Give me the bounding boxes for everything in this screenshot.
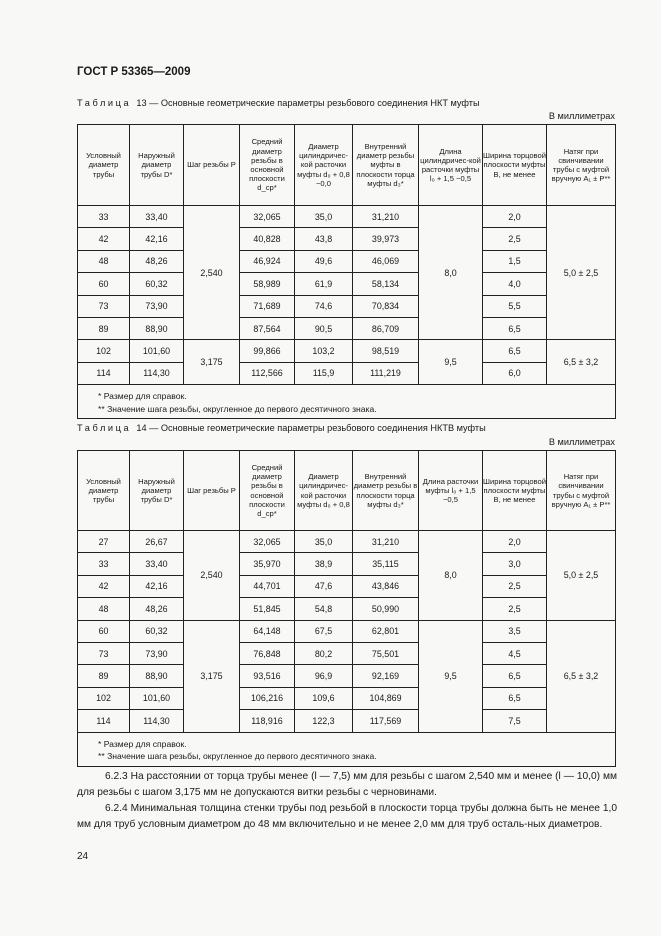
cell-outer-diameter: 42,16 bbox=[130, 575, 184, 597]
cell-inner-diameter: 46,069 bbox=[353, 250, 419, 272]
table14 bbox=[77, 450, 616, 767]
table-notes bbox=[78, 385, 616, 419]
table-row bbox=[78, 362, 616, 384]
table-note: * Размер для справок. bbox=[98, 738, 187, 749]
cell-nominal-diameter: 114 bbox=[78, 362, 130, 384]
table-row bbox=[78, 620, 616, 642]
cell-nominal-diameter: 89 bbox=[78, 665, 130, 687]
cell-bore-diameter: 80,2 bbox=[295, 642, 353, 664]
table13-caption-text: 13 — Основные геометрические параметры резьбового соединения НКТ муфты bbox=[136, 98, 480, 108]
table-row bbox=[78, 598, 616, 620]
cell-nominal-diameter: 73 bbox=[78, 295, 130, 317]
table-row bbox=[78, 575, 616, 597]
cell-bore-length: 8,0 bbox=[419, 531, 483, 621]
table14-header-nominal: Условный диаметр трубы bbox=[78, 451, 130, 531]
cell-inner-diameter: 43,846 bbox=[353, 575, 419, 597]
table14-header-outer-diameter: Наружный диаметр трубы D* bbox=[130, 451, 184, 531]
cell-mean-diameter: 93,516 bbox=[240, 665, 295, 687]
cell-face-width: 2,5 bbox=[483, 598, 547, 620]
cell-nominal-diameter: 102 bbox=[78, 340, 130, 362]
cell-face-width: 6,5 bbox=[483, 665, 547, 687]
table-row bbox=[78, 687, 616, 709]
table-notes-row bbox=[78, 732, 616, 766]
table14-unit: В миллиметрах bbox=[548, 437, 615, 447]
table13-caption bbox=[77, 98, 480, 108]
document-header: ГОСТ Р 53365—2009 bbox=[77, 66, 191, 78]
cell-pitch: 2,540 bbox=[184, 531, 240, 621]
table14-caption-text: 14 — Основные геометрические параметры резьбового соединения НКТВ муфты bbox=[136, 423, 486, 433]
cell-mean-diameter: 40,828 bbox=[240, 228, 295, 250]
cell-bore-diameter: 74,6 bbox=[295, 295, 353, 317]
table14-header-tightness: Натяг при свинчивании трубы с муфтой вручную A₁ ± P** bbox=[547, 451, 616, 531]
table14-header-face-width: Ширина торцовой плоскости муфты B, не менее bbox=[483, 451, 547, 531]
cell-bore-diameter: 90,5 bbox=[295, 317, 353, 339]
table-notes-row bbox=[78, 385, 616, 419]
cell-mean-diameter: 118,916 bbox=[240, 710, 295, 732]
table14-header-bore-diameter: Диаметр цилиндричес-кой расточки муфты d₀ + 0,8 bbox=[295, 451, 353, 531]
cell-bore-diameter: 122,3 bbox=[295, 710, 353, 732]
cell-outer-diameter: 114,30 bbox=[130, 710, 184, 732]
table13-header-face-width: Ширина торцовой плоскости муфты B, не менее bbox=[483, 125, 547, 206]
cell-nominal-diameter: 27 bbox=[78, 531, 130, 553]
cell-bore-length: 9,5 bbox=[419, 620, 483, 732]
cell-tightness: 5,0 ± 2,5 bbox=[547, 206, 616, 340]
cell-face-width: 4,5 bbox=[483, 642, 547, 664]
paragraph-6-2-3-text: 6.2.3 На расстоянии от торца трубы менее (l — 7,5) мм для резьбы с шагом 2,540 мм и менее (l — 10,0) мм для резьбы с шагом 3,175 мм не допускаются витки резьбы с черновинами. bbox=[77, 771, 617, 798]
cell-outer-diameter: 42,16 bbox=[130, 228, 184, 250]
cell-mean-diameter: 64,148 bbox=[240, 620, 295, 642]
table13-header-pitch: Шаг резьбы P bbox=[184, 125, 240, 206]
cell-mean-diameter: 112,566 bbox=[240, 362, 295, 384]
cell-pitch: 3,175 bbox=[184, 620, 240, 732]
cell-nominal-diameter: 60 bbox=[78, 620, 130, 642]
cell-bore-diameter: 43,8 bbox=[295, 228, 353, 250]
table-row bbox=[78, 642, 616, 664]
table-note: * Размер для справок. bbox=[98, 391, 187, 402]
cell-inner-diameter: 39,973 bbox=[353, 228, 419, 250]
table14-caption bbox=[77, 423, 486, 433]
cell-mean-diameter: 44,701 bbox=[240, 575, 295, 597]
cell-outer-diameter: 73,90 bbox=[130, 295, 184, 317]
cell-face-width: 3,0 bbox=[483, 553, 547, 575]
cell-nominal-diameter: 114 bbox=[78, 710, 130, 732]
cell-inner-diameter: 50,990 bbox=[353, 598, 419, 620]
cell-inner-diameter: 75,501 bbox=[353, 642, 419, 664]
cell-pitch: 2,540 bbox=[184, 206, 240, 340]
cell-outer-diameter: 73,90 bbox=[130, 642, 184, 664]
cell-inner-diameter: 31,210 bbox=[353, 531, 419, 553]
cell-inner-diameter: 111,219 bbox=[353, 362, 419, 384]
cell-nominal-diameter: 89 bbox=[78, 317, 130, 339]
cell-bore-diameter: 35,0 bbox=[295, 206, 353, 228]
table13-header-bore-diameter: Диаметр цилиндричес-кой расточки муфты d₀ + 0,8 −0,0 bbox=[295, 125, 353, 206]
cell-face-width: 6,5 bbox=[483, 340, 547, 362]
cell-face-width: 1,5 bbox=[483, 250, 547, 272]
cell-face-width: 2,0 bbox=[483, 206, 547, 228]
cell-nominal-diameter: 42 bbox=[78, 228, 130, 250]
page-number: 24 bbox=[77, 851, 89, 862]
cell-bore-diameter: 49,6 bbox=[295, 250, 353, 272]
table-row bbox=[78, 250, 616, 272]
cell-inner-diameter: 58,134 bbox=[353, 273, 419, 295]
cell-face-width: 4,0 bbox=[483, 273, 547, 295]
cell-mean-diameter: 58,989 bbox=[240, 273, 295, 295]
table-note: ** Значение шага резьбы, округленное до первого десятичного знака. bbox=[98, 751, 377, 762]
cell-outer-diameter: 48,26 bbox=[130, 250, 184, 272]
cell-mean-diameter: 99,866 bbox=[240, 340, 295, 362]
cell-inner-diameter: 31,210 bbox=[353, 206, 419, 228]
cell-mean-diameter: 76,848 bbox=[240, 642, 295, 664]
cell-bore-diameter: 35,0 bbox=[295, 531, 353, 553]
table-notes bbox=[78, 732, 616, 766]
cell-mean-diameter: 46,924 bbox=[240, 250, 295, 272]
table13 bbox=[77, 124, 616, 419]
table13-unit: В миллиметрах bbox=[548, 111, 615, 121]
cell-bore-diameter: 38,9 bbox=[295, 553, 353, 575]
cell-face-width: 6,5 bbox=[483, 687, 547, 709]
table13-header-row bbox=[78, 125, 616, 206]
cell-outer-diameter: 88,90 bbox=[130, 665, 184, 687]
cell-face-width: 2,5 bbox=[483, 575, 547, 597]
table13-header-tightness: Натяг при свинчивании трубы с муфтой вручную A₁ ± P** bbox=[547, 125, 616, 206]
cell-outer-diameter: 48,26 bbox=[130, 598, 184, 620]
table14-caption-label: Таблица bbox=[77, 423, 132, 433]
table13-header-nominal: Условный диаметр трубы bbox=[78, 125, 130, 206]
cell-nominal-diameter: 33 bbox=[78, 206, 130, 228]
cell-inner-diameter: 117,569 bbox=[353, 710, 419, 732]
cell-inner-diameter: 70,834 bbox=[353, 295, 419, 317]
cell-outer-diameter: 101,60 bbox=[130, 687, 184, 709]
table14-header-bore-length: Длина расточки муфты l₀ + 1,5 −0,5 bbox=[419, 451, 483, 531]
cell-mean-diameter: 51,845 bbox=[240, 598, 295, 620]
cell-bore-diameter: 96,9 bbox=[295, 665, 353, 687]
table-row bbox=[78, 553, 616, 575]
cell-face-width: 2,5 bbox=[483, 228, 547, 250]
cell-face-width: 6,5 bbox=[483, 317, 547, 339]
table14-header-row bbox=[78, 451, 616, 531]
cell-bore-length: 8,0 bbox=[419, 206, 483, 340]
cell-nominal-diameter: 48 bbox=[78, 598, 130, 620]
cell-face-width: 3,5 bbox=[483, 620, 547, 642]
table-row bbox=[78, 340, 616, 362]
cell-face-width: 6,0 bbox=[483, 362, 547, 384]
cell-outer-diameter: 26,67 bbox=[130, 531, 184, 553]
table-row bbox=[78, 665, 616, 687]
cell-inner-diameter: 62,801 bbox=[353, 620, 419, 642]
cell-bore-diameter: 67,5 bbox=[295, 620, 353, 642]
cell-inner-diameter: 86,709 bbox=[353, 317, 419, 339]
cell-mean-diameter: 106,216 bbox=[240, 687, 295, 709]
cell-mean-diameter: 32,065 bbox=[240, 531, 295, 553]
table13-header-bore-length: Длина цилиндричес-кой расточки муфты l₀ + 1,5 −0,5 bbox=[419, 125, 483, 206]
table-note: ** Значение шага резьбы, округленное до первого десятичного знака. bbox=[98, 403, 377, 414]
cell-bore-diameter: 115,9 bbox=[295, 362, 353, 384]
paragraph-6-2-4 bbox=[77, 801, 617, 833]
cell-face-width: 2,0 bbox=[483, 531, 547, 553]
cell-face-width: 7,5 bbox=[483, 710, 547, 732]
cell-outer-diameter: 33,40 bbox=[130, 553, 184, 575]
cell-bore-diameter: 109,6 bbox=[295, 687, 353, 709]
table-row bbox=[78, 273, 616, 295]
cell-inner-diameter: 98,519 bbox=[353, 340, 419, 362]
cell-bore-diameter: 54,8 bbox=[295, 598, 353, 620]
cell-bore-diameter: 103,2 bbox=[295, 340, 353, 362]
table13-header-outer-diameter: Наружный диаметр трубы D* bbox=[130, 125, 184, 206]
cell-tightness: 6,5 ± 3,2 bbox=[547, 620, 616, 732]
cell-outer-diameter: 33,40 bbox=[130, 206, 184, 228]
cell-nominal-diameter: 73 bbox=[78, 642, 130, 664]
cell-inner-diameter: 35,115 bbox=[353, 553, 419, 575]
cell-mean-diameter: 87,564 bbox=[240, 317, 295, 339]
cell-mean-diameter: 71,689 bbox=[240, 295, 295, 317]
table14-header-mean-diameter: Средний диаметр резьбы в основной плоскости d_ср* bbox=[240, 451, 295, 531]
cell-nominal-diameter: 102 bbox=[78, 687, 130, 709]
cell-outer-diameter: 101,60 bbox=[130, 340, 184, 362]
table-row bbox=[78, 710, 616, 732]
table-row bbox=[78, 531, 616, 553]
table13-header-mean-diameter: Средний диаметр резьбы в основной плоскости d_ср* bbox=[240, 125, 295, 206]
cell-bore-length: 9,5 bbox=[419, 340, 483, 385]
table13-caption-label: Таблица bbox=[77, 98, 132, 108]
cell-mean-diameter: 32,065 bbox=[240, 206, 295, 228]
table14-header-inner-diameter: Внутренний диаметр резьбы в плоскости торца муфты d₃* bbox=[353, 451, 419, 531]
table13-header-inner-diameter: Внутренний диаметр резьбы муфты в плоскости торца муфты d₃* bbox=[353, 125, 419, 206]
table-row bbox=[78, 317, 616, 339]
table-row bbox=[78, 228, 616, 250]
cell-nominal-diameter: 42 bbox=[78, 575, 130, 597]
cell-bore-diameter: 47,6 bbox=[295, 575, 353, 597]
cell-mean-diameter: 35,970 bbox=[240, 553, 295, 575]
cell-outer-diameter: 60,32 bbox=[130, 273, 184, 295]
cell-nominal-diameter: 33 bbox=[78, 553, 130, 575]
cell-outer-diameter: 114,30 bbox=[130, 362, 184, 384]
table-row bbox=[78, 295, 616, 317]
cell-face-width: 5,5 bbox=[483, 295, 547, 317]
table14-header-pitch: Шаг резьбы P bbox=[184, 451, 240, 531]
cell-tightness: 5,0 ± 2,5 bbox=[547, 531, 616, 621]
cell-tightness: 6,5 ± 3,2 bbox=[547, 340, 616, 385]
cell-inner-diameter: 92,169 bbox=[353, 665, 419, 687]
cell-pitch: 3,175 bbox=[184, 340, 240, 385]
cell-nominal-diameter: 60 bbox=[78, 273, 130, 295]
paragraph-6-2-4-text: 6.2.4 Минимальная толщина стенки трубы под резьбой в плоскости торца трубы должна быть не менее 1,0 мм для труб условным диаметром до 48 мм включительно и не менее 2,0 мм для труб осталь-ных диаметров. bbox=[77, 803, 617, 830]
cell-nominal-diameter: 48 bbox=[78, 250, 130, 272]
paragraph-6-2-3 bbox=[77, 769, 617, 801]
cell-bore-diameter: 61,9 bbox=[295, 273, 353, 295]
cell-inner-diameter: 104,869 bbox=[353, 687, 419, 709]
table-row bbox=[78, 206, 616, 228]
cell-outer-diameter: 60,32 bbox=[130, 620, 184, 642]
cell-outer-diameter: 88,90 bbox=[130, 317, 184, 339]
